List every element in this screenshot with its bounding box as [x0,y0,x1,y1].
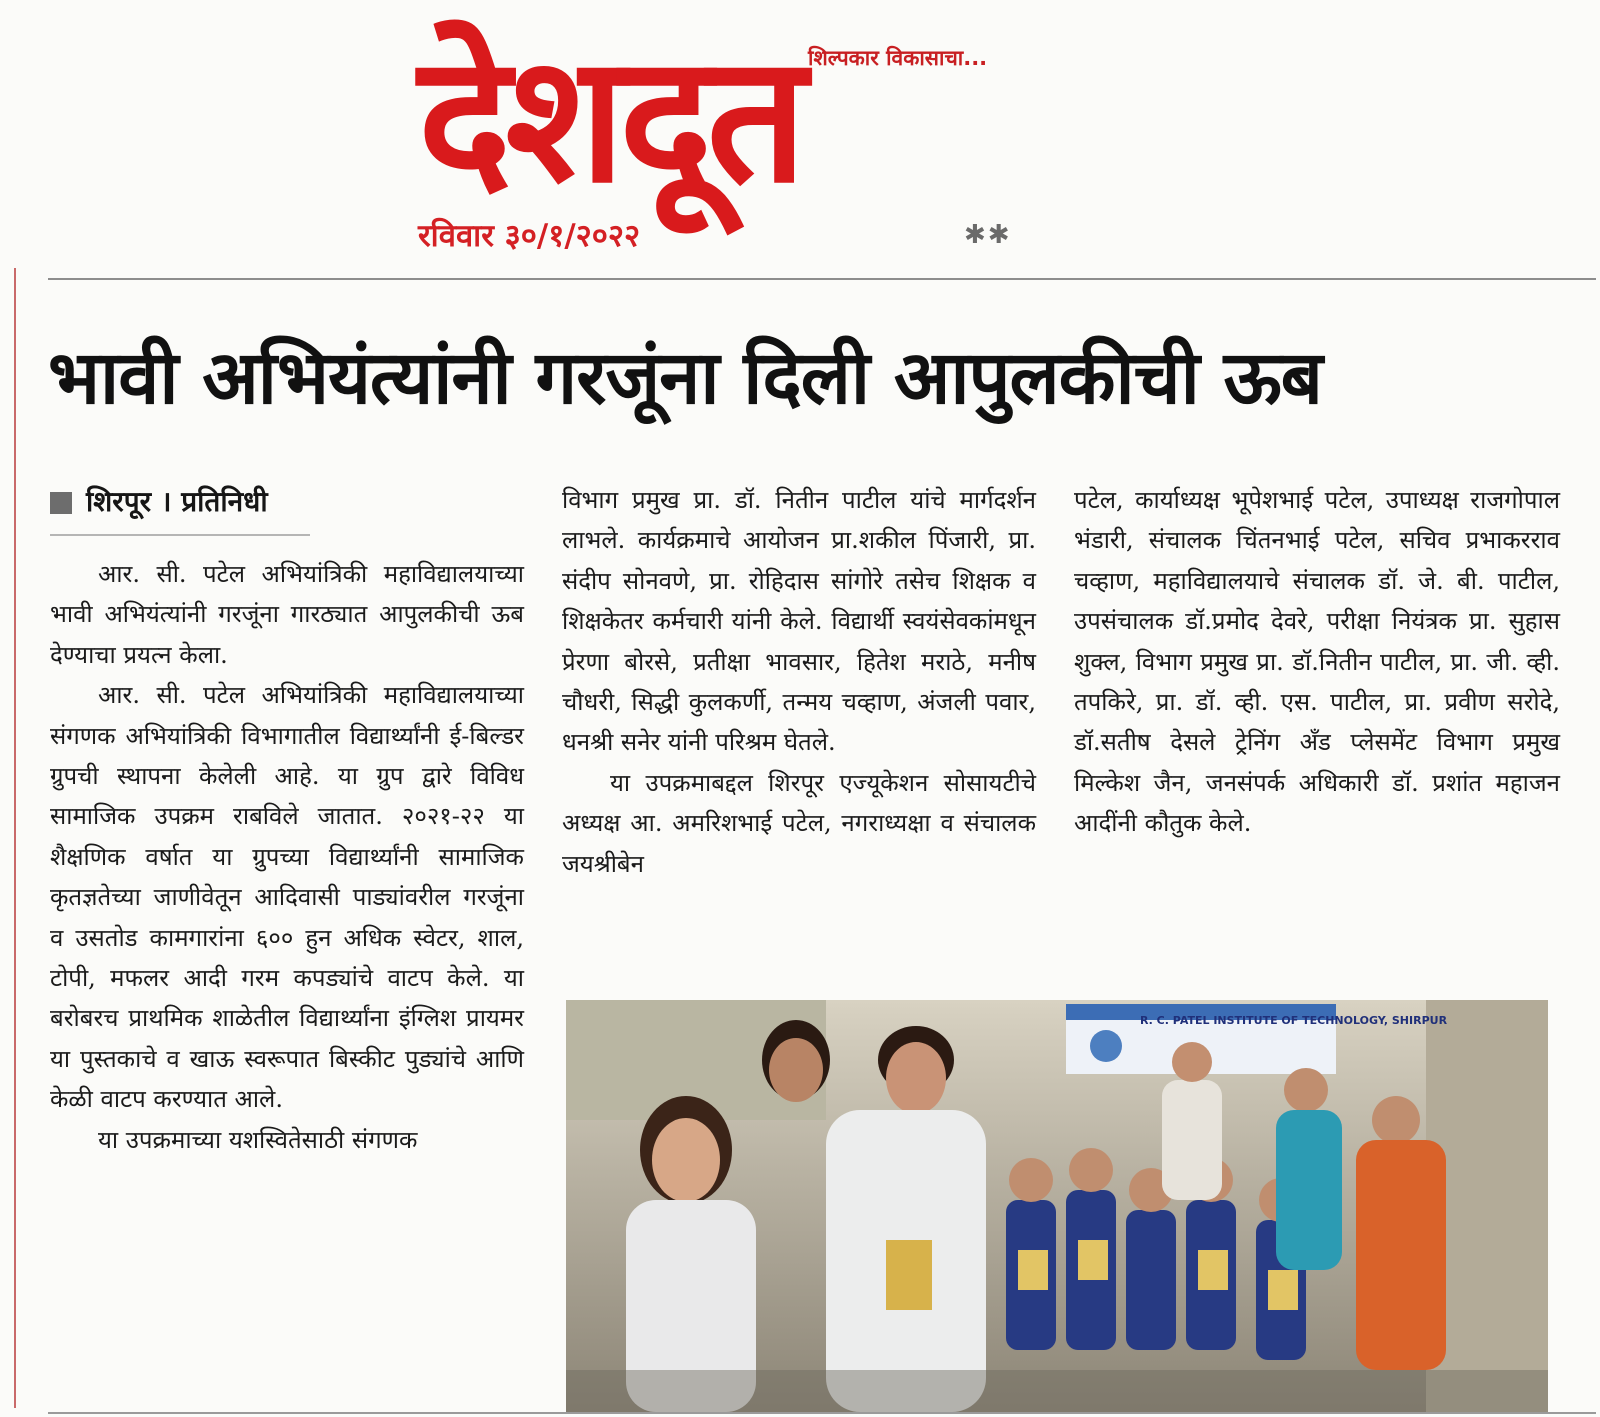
paragraph: या उपक्रमाच्या यशस्वितेसाठी संगणक [98,1125,418,1154]
byline-divider [50,534,310,536]
byline-square-icon [50,492,72,514]
edition-date: रविवार ३०/१/२०२२ [418,218,641,254]
bottom-divider [48,1412,1596,1414]
article-headline: भावी अभियंत्यांनी गरजूंना दिली आपुलकीची ऊब [48,335,1322,421]
newspaper-logo: देशदूत [418,17,801,222]
paragraph: आर. सी. पटेल अभियांत्रिकी महाविद्यालयाच्या संगणक अभियांत्रिकी विभागातील विद्यार्थ्यांनी ई-बिल्डर ग्रुपची स्थापना केलेली आहे. या ग्रुप द्वारे विविध सामाजिक उपक्रम राबविले जातात. २०२१-२२ या शैक्षणिक वर्षात या ग्रुपच्या विद्यार्थ्यांनी सामाजिक कृतज्ञतेच्या जाणीवेतून आदिवासी पाड्यांवरील गरजूंना व उसतोड कामगारांना ६०० हुन अधिक स्वेटर, शाल, टोपी, मफलर आदी गरम कपड्यांचे वाटप केले. या बरोबरच प्राथमिक शाळेतील विद्यार्थ्यांना इंग्लिश प्रायमर या पुस्तकाचे व खाऊ स्वरूपात बिस्कीट पुड्यांचे आणि केळी वाटप करण्यात आले. [50,681,524,1114]
newspaper-tagline: शिल्पकार विकासाचा... [808,46,988,70]
article-column-2 [562,480,1036,884]
article-photo [566,1000,1548,1412]
byline-text: शिरपूर । प्रतिनिधी [86,485,268,518]
article-column-1 [50,554,524,1160]
paragraph: आर. सी. पटेल अभियांत्रिकी महाविद्यालयाच्या भावी अभियंत्यांनी गरजूंना गारठ्यात आपुलकीची ऊब देण्याचा प्रयत्न केला. [50,560,524,669]
masthead-divider [48,278,1596,280]
page-edge-rule [14,268,16,1408]
article-column-3 [1074,480,1560,844]
edition-stars: ✱✱ [964,220,1012,250]
masthead [0,0,1600,262]
paragraph: पटेल, कार्याध्यक्ष भूपेशभाई पटेल, उपाध्यक्ष राजगोपाल भंडारी, संचालक चिंतनभाई पटेल, सचिव प्रभाकरराव चव्हाण, महाविद्यालयाचे संचालक डॉ. जे. बी. पाटील, उपसंचालक डॉ.प्रमोद देवरे, परीक्षा नियंत्रक प्रा. सुहास शुक्ल, विभाग प्रमुख प्रा. डॉ.नितीन पाटील, प्रा. जी. व्ही. तपकिरे, प्रा. डॉ. व्ही. एस. पाटील, प्रा. प्रवीण सरोदे, डॉ.सतीष देसले ट्रेनिंग अँड प्लेसमेंट विभाग प्रमुख मिल्केश जैन, जनसंपर्क अधिकारी डॉ. प्रशांत महाजन आदींनी कौतुक केले. [1074,486,1560,838]
photo-banner-text: R. C. PATEL INSTITUTE OF TECHNOLOGY, SHIRPUR [1140,1014,1448,1027]
paragraph: या उपक्रमाबद्दल शिरपूर एज्यूकेशन सोसायटीचे अध्यक्ष आ. अमरिशभाई पटेल, नगराध्यक्षा व संचालक जयश्रीबेन [562,768,1036,878]
group-photo-illustration [566,1000,1548,1412]
paragraph: विभाग प्रमुख प्रा. डॉ. नितीन पाटील यांचे मार्गदर्शन लाभले. कार्यक्रमाचे आयोजन प्रा.शकील पिंजारी, प्रा. संदीप सोनवणे, प्रा. रोहिदास सांगोरे तसेच शिक्षक व शिक्षकेतर कर्मचारी यांनी केले. विद्यार्थी स्वयंसेवकांमधून प्रेरणा बोरसे, प्रतीक्षा भावसार, हितेश मराठे, मनीष चौधरी, सिद्धी कुलकर्णी, तन्मय चव्हाण, अंजली पवार, धनश्री सनेर यांनी परिश्रम घेतले. [562,486,1036,757]
